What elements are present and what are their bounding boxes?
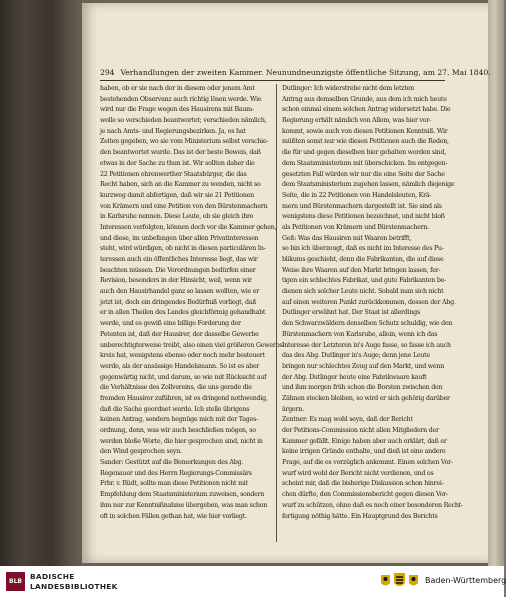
text-line: beachten müssen. Die Verordnungen bedürfen einer: [100, 266, 256, 274]
text-line: tigen ein schlechtes Fabrikat, und gute Fabrikanten be-: [282, 277, 446, 285]
text-line: Frage, auf die es vorzüglich ankommt. Einen solchen Vor-: [282, 459, 453, 467]
text-line: unberechtigterweise treibt, also einen viel größeren Gewerbs-: [100, 341, 285, 349]
text-line: den Schwarzwäldern denselben Schutz schuldig, wie den: [282, 320, 453, 328]
text-line: dem Staatsministerium zugehen lassen, nämlich diejenige: [282, 181, 455, 189]
text-line: kurzweg damit abfertigen, daß wir sie 21 Petitionen: [100, 191, 254, 199]
blb-name-line2: LANDESBIBLIOTHEK: [30, 581, 118, 591]
text-line: Zähnen stecken bleiben, so wird er sich gehörig darüber: [282, 394, 450, 402]
text-line: fremden Hausirer zuführen, ist es dringend nothwendig,: [100, 394, 268, 402]
text-line: den beantwortet wurde. Das ist der beste Beweis, daß: [100, 149, 261, 157]
left-text-column: [100, 84, 285, 554]
text-line: keine irrigen Gründe enthalte, und dieß ist eine andere: [282, 448, 446, 456]
text-line: scheint mir, daß die bisherige Diskussion schon hinrei-: [282, 480, 444, 488]
text-line: chen dürfte, den Commissionsbericht gegen diesen Vor-: [282, 491, 448, 499]
baden-wuerttemberg-crest-icon: [378, 571, 422, 591]
text-line: dem Staatsministerium mit überschicken. Im entgegen-: [282, 159, 448, 167]
text-line: Zeiten gegeben, wo sie vom Ministerium selbst verschie-: [100, 138, 269, 146]
text-line: Geß: Was das Hausiren mit Waaren betrifft,: [282, 234, 412, 242]
text-line: Dutlinger: Ich widerstrebe nicht dem letzten: [282, 85, 414, 92]
text-line: Zentner: Es mag wohl seyn, daß der Bericht: [282, 416, 413, 424]
blb-name-line1: BADISCHE: [30, 572, 75, 581]
text-line: bestehenden Observanz auch richtig lösen werde. Wie: [100, 95, 262, 103]
running-head-title: Verhandlungen der zweiten Kammer. Neunundneunzigste öffentliche Sitzung, am 27. Mai 1840.: [120, 68, 491, 77]
text-line: die für und gegen dieselben hier gehalten worden sind,: [282, 149, 446, 157]
text-line: wird nur die Frage wegen des Hausirens mit Baum-: [100, 106, 254, 114]
text-line: er in allen Theilen des Landes gleichförmig gehandhabt: [100, 309, 266, 317]
viewer-footer: [0, 566, 504, 597]
text-line: Sander: Gestützt auf die Bemerkungen des Abg.: [100, 459, 244, 467]
text-line: Dutlinger erwähnt hat. Der Staat ist allerdings: [282, 309, 420, 317]
text-line: wurf wird wohl der Bericht nicht verdienen, und es: [282, 469, 434, 477]
text-line: gesetzten Fall würden wir nur die eine Seite der Sache: [282, 170, 445, 178]
text-line: Interessen verfolgten, können doch vor die Kammer gehen,: [100, 223, 277, 231]
text-line: Regenauer und des Herrn Regierungs-Commissärs: [100, 469, 252, 477]
text-line: Frhr. v. Rüdt, sollte man diese Petitionen nicht mit: [100, 480, 248, 488]
text-line: wenigstens diese Petitionen bezeichnet, und nicht bloß: [282, 213, 445, 221]
text-line: fertigung nöthig hätte. Ein Hauptgrund des Berichts: [282, 512, 438, 520]
text-line: die Verhältnisse des Zollvereins, die uns gerade die: [100, 384, 252, 392]
text-line: Interesse der Letzteren in's Auge fasse, so fasse ich auch: [282, 341, 451, 349]
text-line: Kammer gefällt. Einige haben aber auch erklärt, daß er: [282, 437, 447, 445]
text-line: teressen auch ein öffentliches Interesse liegt, das wir: [100, 256, 258, 263]
text-line: Weise ihre Waaren auf den Markt bringen lassen, fer-: [282, 266, 441, 274]
text-line: Antrag aus demselben Grunde, aus dem ich mich heute: [282, 95, 447, 103]
text-line: müßten sonst nur wie diesen Petitionen auch die Reden,: [282, 138, 449, 146]
baden-wuerttemberg-label[interactable]: Baden-Württemberg: [425, 576, 506, 585]
text-line: in Karlsruhe nennen. Diese Leute, ob sie gleich ihre: [100, 213, 254, 221]
right-text-column: [282, 84, 463, 554]
blb-logo-icon[interactable]: BLB: [6, 572, 25, 591]
header-rule: [100, 80, 445, 81]
text-line: auch den Hausirhandel ganz so lassen wollten, wie er: [100, 288, 259, 296]
text-line: steht, wird würdigen, ob nicht in diesen particulären In-: [100, 245, 266, 253]
text-line: Recht haben, sich an die Kammer zu wenden, nicht so: [100, 181, 261, 189]
page-number: 294: [100, 68, 115, 77]
text-line: wolle so verschieden beantwortet; verschieden nämlich,: [100, 117, 267, 125]
text-line: Petenten ist, daß der Hausirer, der dasselbe Gewerbe: [100, 330, 259, 338]
page-edge: [488, 0, 504, 566]
text-line: jetzt ist, doch ein dringendes Bedürfniß vorliegt, daß: [100, 298, 257, 306]
text-line: der Abg. Dutlinger heute eine Fabrikwaare kauft: [282, 373, 427, 381]
text-line: und ihm morgen früh schon die Borsten zwischen den: [282, 384, 443, 392]
text-line: haben, ob er sie nach der in diesem oder jenem Amt: [100, 85, 255, 92]
text-line: Revision, besonders in der Hinsicht, weil, wenn wir: [100, 277, 252, 285]
text-line: als Petitionen von Krämern und Bürstenmachern.: [282, 223, 430, 231]
text-line: Regierung erhält nämlich von Allem, was hier vor-: [282, 117, 431, 125]
text-line: ihm nur zur Kenntnißnahme übergeben, was man schon: [100, 501, 268, 509]
text-line: der Petitions-Commission nicht allen Mitgliedern der: [282, 427, 439, 434]
running-head: [100, 68, 491, 77]
text-line: kreis hat, wenigstens ebenso oder noch mehr besteuert: [100, 352, 265, 360]
text-line: so bin ich überzeugt, daß es nicht im Interesse des Pu-: [282, 245, 444, 253]
text-line: den Wind gesprochen seyn.: [100, 448, 182, 456]
text-line: bringen nur schlechtes Zeug auf den Markt, und wenn: [282, 362, 445, 370]
text-line: daß die Sache geordnet werde. Ich stelle übrigens: [100, 405, 250, 413]
text-line: von Krämern und eine Petition von den Bürstenmachern: [100, 202, 268, 210]
text-line: ordnung, denn, was wir auch beschließen mögen, so: [100, 427, 256, 434]
blb-name[interactable]: [30, 572, 118, 591]
text-line: werde, als der ansässige Handelsmann. So ist es aber: [100, 362, 260, 370]
text-line: und diese, im unbefangen über allen Privatinteressen: [100, 234, 259, 242]
text-line: blikums geschieht, denn die Fabrikanten, die auf diese: [282, 256, 444, 263]
text-line: 22 Petitionen ehrenwerther Staatsbürger, die das: [100, 170, 247, 178]
column-divider: [276, 84, 277, 542]
text-line: je nach Amts- und Regierungsbezirken. Ja, es hat: [100, 127, 246, 135]
text-line: Seite, die in 22 Petitionen von Handelsleuten, Krä-: [282, 191, 432, 199]
text-line: keinen Antrag, sondern begnüge mich mit der Tages-: [100, 416, 258, 424]
text-line: dienen sich solcher Leute nicht. Sobald man sich nicht: [282, 288, 444, 296]
text-line: Empfehlung dem Staatsministerium zuweisen, sondern: [100, 491, 265, 499]
text-line: werden bloße Worte, die hier gesprochen sind, nicht in: [100, 437, 263, 445]
text-line: ärgern.: [282, 405, 304, 413]
text-line: das des Abg. Dutlinger in's Auge; denn jene Leute: [282, 352, 430, 360]
text-line: etwas in der Sache zu thun ist. Wir sollten daher die: [100, 159, 255, 167]
text-line: gegenwärtig nicht, und darum, so wie mit Rücksicht auf: [100, 373, 267, 381]
text-line: Bürstenmachern von Karlsruhe, allein, wenn ich das: [282, 330, 438, 338]
text-line: wurf zu schützen, ohne daß es noch einer besonderen Recht-: [282, 501, 463, 509]
text-line: schon einmal einem solchen Antrag widersetzt habe. Die: [282, 106, 451, 114]
text-line: oft in solchen Fällen gethan hat, wie hier vorliegt.: [100, 512, 247, 520]
text-line: auf einen weiteren Punkt zurückkommen, dessen der Abg.: [282, 298, 456, 306]
text-line: mern und Bürstenmachern dargestellt ist. Sie sind als: [282, 202, 442, 210]
text-line: werde, und es gewiß eine billige Forderung der: [100, 320, 241, 328]
text-line: kommt, sowie auch von diesen Petitionen Kenntniß. Wir: [282, 127, 448, 135]
